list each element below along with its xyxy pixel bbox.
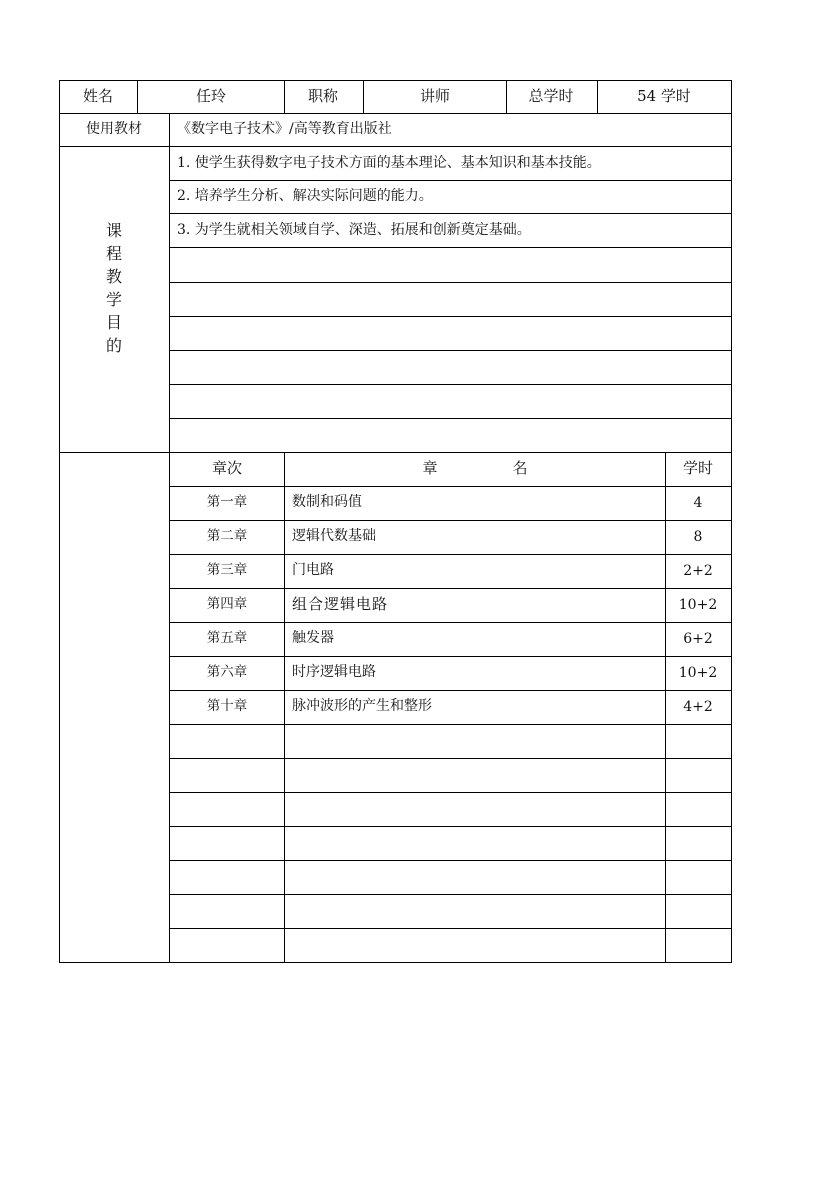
row-divider	[169, 282, 732, 283]
objective-item: 1. 使学生获得数字电子技术方面的基本理论、基本知识和基本技能。	[177, 155, 601, 171]
title-label: 职称	[307, 87, 339, 105]
objectives-label-char: 目	[105, 313, 122, 332]
col-divider	[169, 113, 170, 963]
textbook-value: 《数字电子技术》/高等教育出版社	[177, 121, 392, 137]
textbook-label: 使用教材	[86, 121, 142, 137]
chapter-name: 脉冲波形的产生和整形	[292, 698, 432, 714]
chapter-hours: 10+2	[678, 665, 718, 681]
row-divider	[169, 350, 732, 351]
chapter-hours: 4	[693, 495, 703, 511]
row-divider	[169, 792, 732, 793]
chapter-name: 门电路	[292, 562, 334, 578]
name-value: 任玲	[195, 87, 227, 105]
row-divider	[169, 418, 732, 419]
row-divider	[59, 146, 732, 147]
chapter-number: 第三章	[206, 562, 248, 578]
hours-col-header: 学时	[682, 459, 714, 477]
chapter-number: 第六章	[206, 664, 248, 680]
chapter-name: 触发器	[292, 630, 334, 646]
chapter-hours: 8	[693, 529, 703, 545]
chapter-hours: 10+2	[678, 597, 718, 613]
row-divider	[169, 384, 732, 385]
chapter-name: 数制和码值	[292, 494, 362, 510]
objective-item: 2. 培养学生分析、解决实际问题的能力。	[177, 188, 433, 204]
row-divider	[169, 860, 732, 861]
col-divider	[284, 80, 285, 114]
name-label: 姓名	[82, 87, 114, 105]
row-divider	[169, 486, 732, 487]
row-divider	[169, 180, 732, 181]
row-divider	[169, 928, 732, 929]
chapter-name: 组合逻辑电路	[292, 595, 389, 613]
row-divider	[59, 113, 732, 114]
row-divider	[169, 894, 732, 895]
chapter-hours: 2+2	[683, 563, 713, 579]
col-divider	[506, 80, 507, 114]
chapter-name: 逻辑代数基础	[292, 528, 376, 544]
objectives-label	[99, 219, 129, 357]
chapter-hours: 4+2	[683, 699, 713, 715]
col-divider	[284, 452, 285, 963]
objective-item: 3. 为学生就相关领域自学、深造、拓展和创新奠定基础。	[177, 222, 531, 238]
chapter-name-col-header-2: 名	[512, 459, 528, 477]
objectives-label-char: 学	[105, 290, 122, 309]
row-divider	[169, 588, 732, 589]
objectives-label-char: 课	[105, 221, 122, 240]
row-divider	[169, 656, 732, 657]
table-border-top	[59, 80, 732, 81]
row-divider	[169, 213, 732, 214]
chapter-number: 第二章	[206, 528, 248, 544]
row-divider	[169, 826, 732, 827]
chapter-number: 第五章	[206, 630, 248, 646]
row-divider	[169, 690, 732, 691]
objectives-label-char: 程	[105, 244, 122, 263]
row-divider	[59, 452, 732, 453]
title-value: 讲师	[419, 87, 451, 105]
objectives-label-char: 的	[105, 336, 122, 355]
col-divider	[597, 80, 598, 114]
col-divider	[363, 80, 364, 114]
chapter-number: 第十章	[206, 698, 248, 714]
table-border-bottom	[59, 962, 732, 963]
objectives-label-char: 教	[105, 267, 122, 286]
row-divider	[169, 520, 732, 521]
row-divider	[169, 758, 732, 759]
row-divider	[169, 622, 732, 623]
row-divider	[169, 316, 732, 317]
chapter-col-header: 章次	[211, 459, 243, 477]
row-divider	[169, 554, 732, 555]
row-divider	[169, 724, 732, 725]
chapter-name: 时序逻辑电路	[292, 664, 376, 680]
chapter-hours: 6+2	[683, 631, 713, 647]
row-divider	[169, 247, 732, 248]
chapter-number: 第四章	[206, 596, 248, 612]
total-hours-label: 总学时	[528, 87, 574, 105]
total-hours-value: 54 学时	[637, 87, 691, 105]
col-divider	[137, 80, 138, 114]
table-border-left	[59, 80, 60, 963]
chapter-number: 第一章	[206, 494, 248, 510]
chapter-name-col-header-1: 章	[422, 459, 438, 477]
col-divider	[665, 452, 666, 963]
